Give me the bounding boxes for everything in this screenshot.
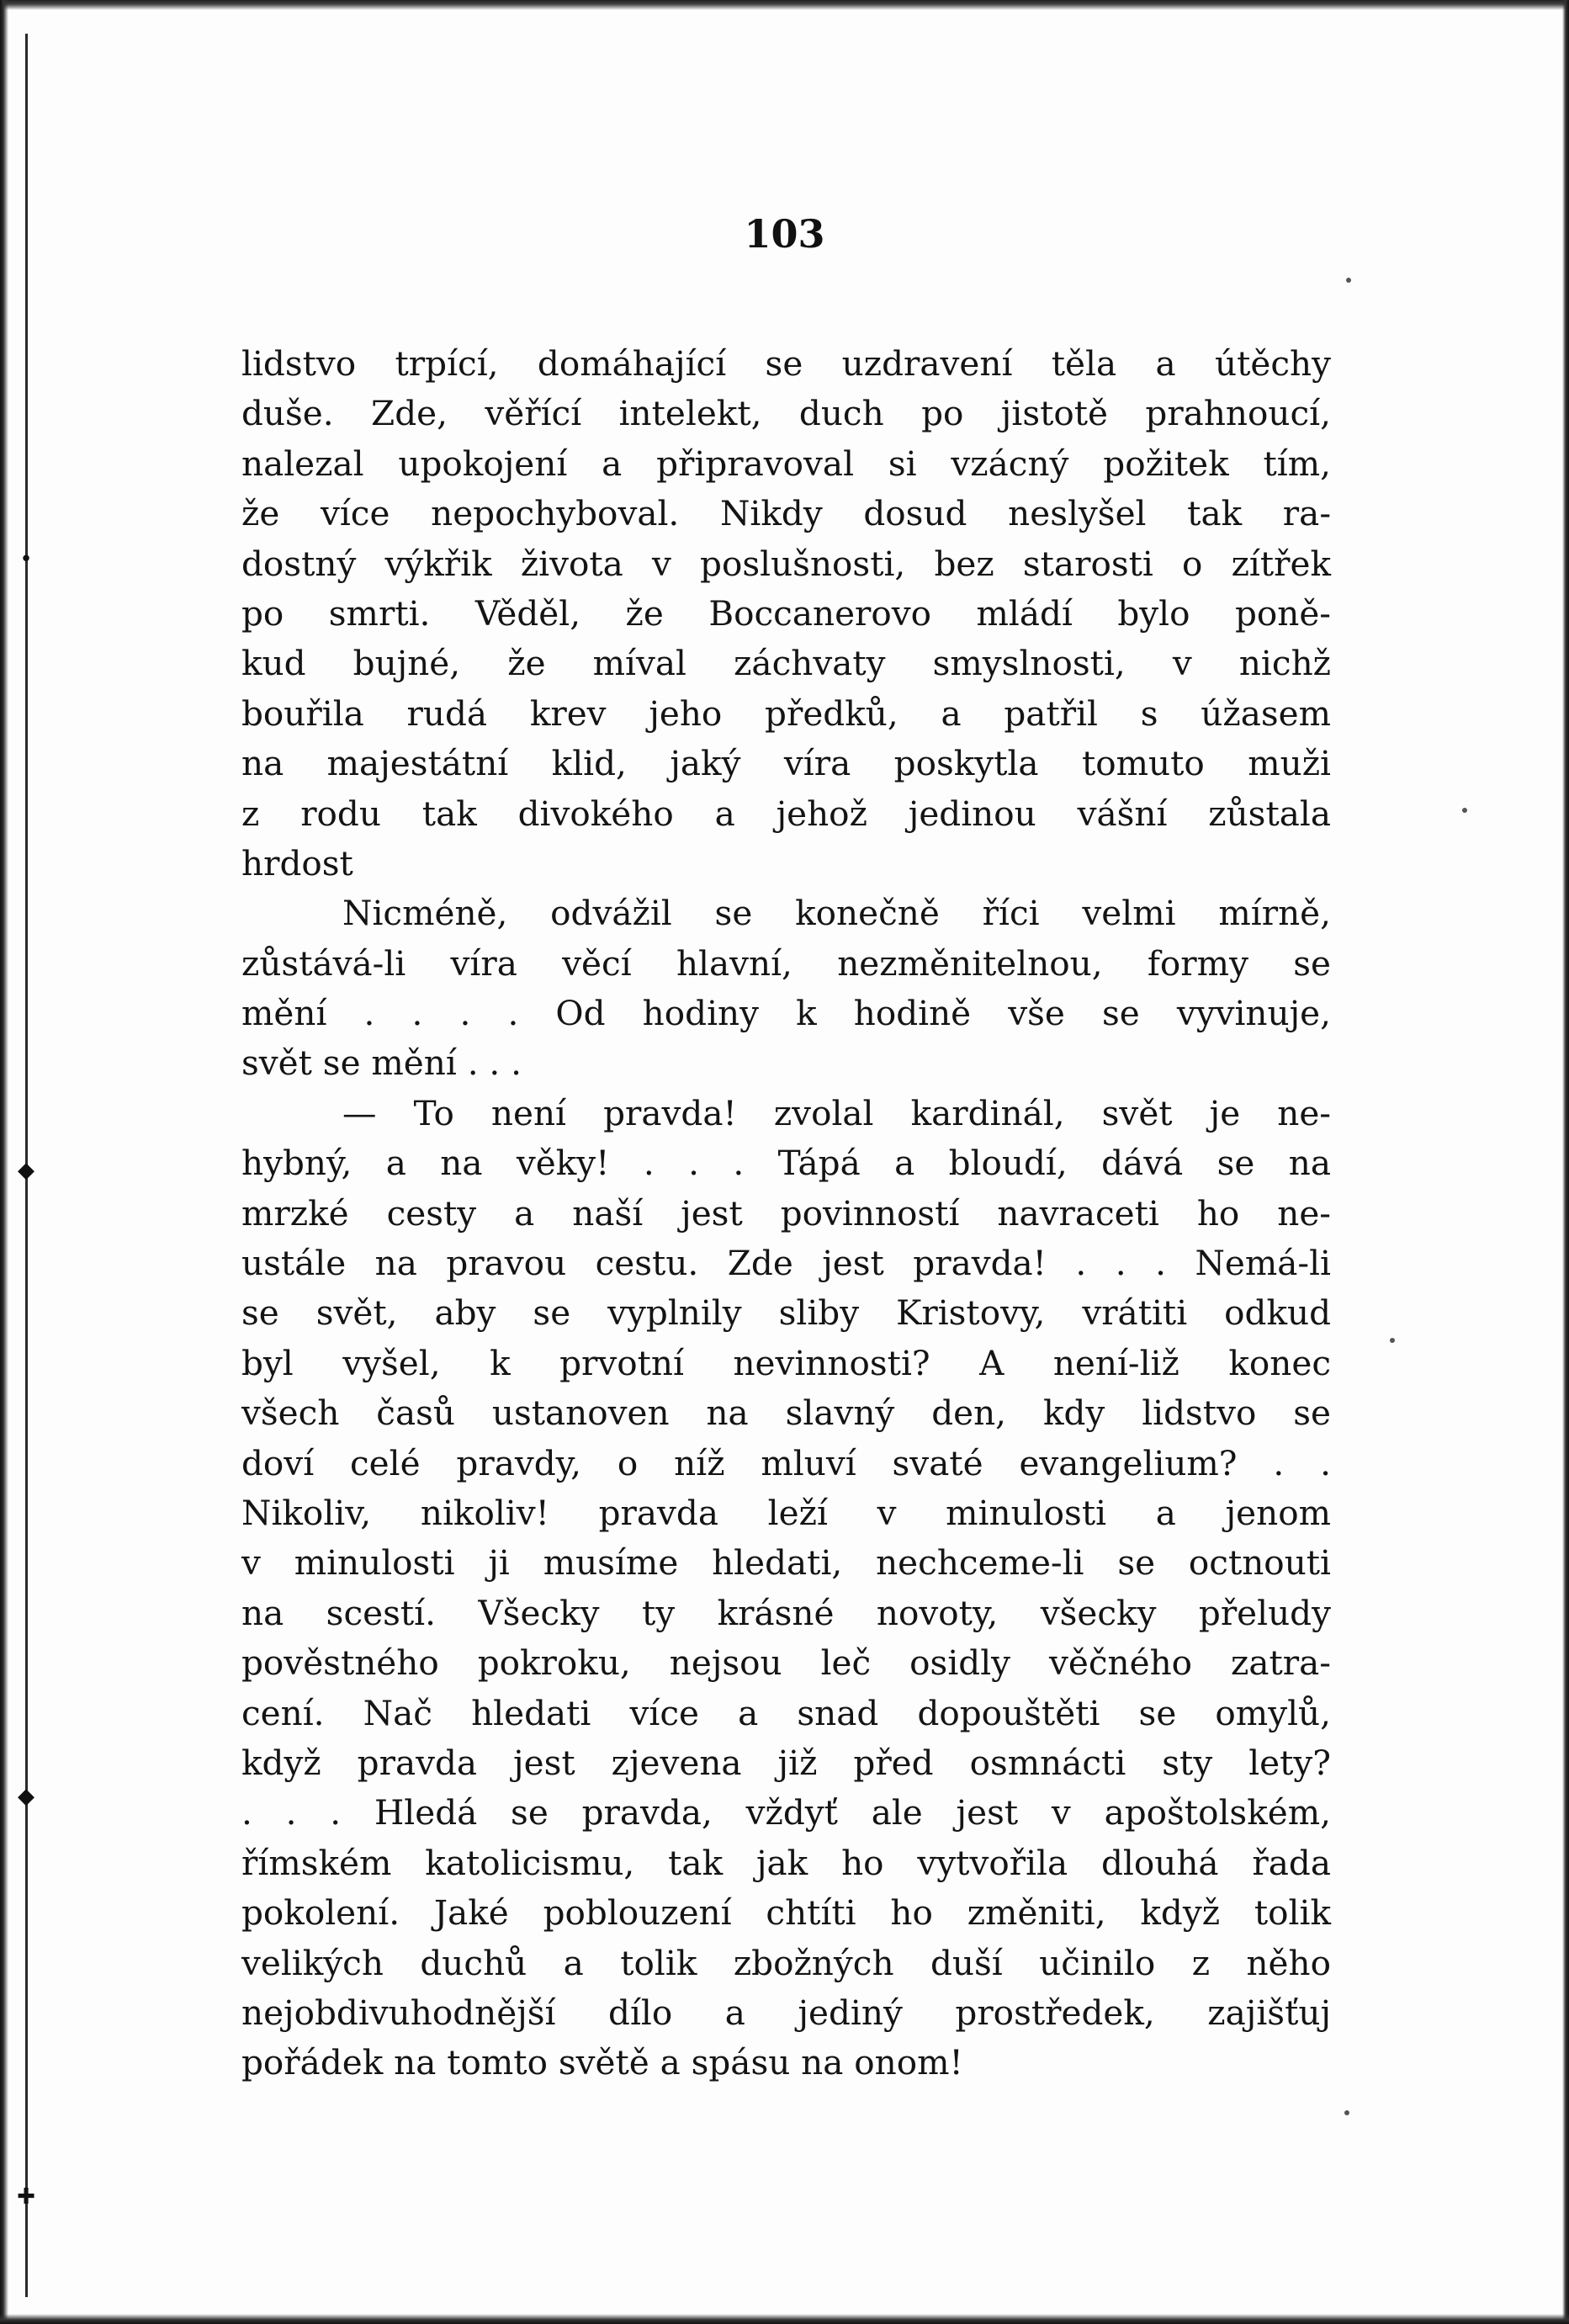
page-number: 103	[744, 211, 825, 257]
text-line: Nicméně, odvážil se konečně říci velmi mírně,	[342, 893, 1331, 934]
text-line: z rodu tak divokého a jehož jedinou vášní zůstala	[241, 793, 1331, 834]
scan-speck	[1344, 2110, 1349, 2115]
text-line: hybný, a na věky! . . . Tápá a bloudí, dává se na	[241, 1143, 1331, 1184]
scan-edge-left	[0, 0, 8, 2324]
body-text	[241, 339, 1331, 2088]
binding-mark: ✚	[17, 2184, 35, 2210]
scan-edge-right	[1562, 0, 1569, 2324]
binding-mark: ◆	[18, 1158, 34, 1183]
text-line: mění . . . . Od hodiny k hodině vše se vyvinuje,	[241, 993, 1331, 1034]
text-line: byl vyšel, k prvotní nevinnosti? A není-liž konec	[241, 1342, 1331, 1383]
text-line: cení. Nač hledati více a snad dopouštěti se omylů,	[241, 1692, 1331, 1733]
scan-edge-top	[0, 0, 1569, 10]
scan-speck	[1462, 808, 1467, 813]
scan-speck	[1346, 278, 1351, 283]
text-line: po smrti. Věděl, že Boccanerovo mládí bylo poně-	[241, 592, 1331, 634]
text-line: všech časů ustanoven na slavný den, kdy lidstvo se	[241, 1393, 1331, 1434]
text-line: — To není pravda! zvolal kardinál, svět je ne-	[342, 1092, 1331, 1133]
text-line: římském katolicismu, tak jak ho vytvořila dlouhá řada	[241, 1842, 1331, 1883]
text-line: zůstává-li víra věcí hlavní, nezměnitelnou, formy se	[241, 942, 1331, 984]
text-line: velikých duchů a tolik zbožných duší učinilo z něho	[241, 1942, 1331, 1983]
text-line: hrdost	[241, 842, 353, 883]
text-line: Nikoliv, nikoliv! pravda leží v minulosti a jenom	[241, 1492, 1331, 1533]
text-line: pověstného pokroku, nejsou leč osidly věčného zatra-	[241, 1642, 1331, 1684]
scan-speck	[1390, 1338, 1395, 1343]
binding-mark: •	[19, 547, 33, 572]
text-line: na majestátní klid, jaký víra poskytla tomuto muži	[241, 743, 1331, 784]
text-line: se svět, aby se vyplnily sliby Kristovy, vrátiti odkud	[241, 1292, 1331, 1334]
text-line: ustále na pravou cestu. Zde jest pravda! . . . Nemá-li	[241, 1243, 1331, 1284]
binding-mark: ◆	[18, 1784, 34, 1809]
text-line: v minulosti ji musíme hledati, nechceme-li se octnouti	[241, 1542, 1331, 1584]
text-line: mrzké cesty a naší jest povinností navraceti ho ne-	[241, 1192, 1331, 1234]
text-line: bouřila rudá krev jeho předků, a patřil s úžasem	[241, 692, 1331, 734]
text-line: na scestí. Všecky ty krásné novoty, všecky přeludy	[241, 1592, 1331, 1633]
text-line: když pravda jest zjevena již před osmnácti sty lety?	[241, 1742, 1331, 1783]
text-line: nalezal upokojení a připravoval si vzácný požitek tím,	[241, 443, 1331, 484]
text-line: doví celé pravdy, o níž mluví svaté evangelium? . .	[241, 1442, 1331, 1483]
text-line: že více nepochyboval. Nikdy dosud neslyšel tak ra-	[241, 493, 1331, 534]
scan-edge-bottom	[0, 2314, 1569, 2324]
text-line: nejobdivuhodnější dílo a jediný prostředek, zajišťuj	[241, 1992, 1331, 2033]
text-line: pořádek na tomto světě a spásu na onom!	[241, 2042, 963, 2083]
text-line: kud bujné, že míval záchvaty smyslnosti, v nichž	[241, 643, 1331, 684]
text-line: dostný výkřik života v poslušnosti, bez starosti o zítřek	[241, 543, 1331, 584]
text-line: pokolení. Jaké poblouzení chtíti ho změniti, když tolik	[241, 1892, 1331, 1934]
text-line: lidstvo trpící, domáhající se uzdravení těla a útěchy	[241, 343, 1331, 384]
text-line: svět se mění . . .	[241, 1043, 522, 1084]
text-line: duše. Zde, věřící intelekt, duch po jistotě prahnoucí,	[241, 393, 1331, 434]
text-line: . . . Hledá se pravda, vždyť ale jest v apoštolském,	[241, 1792, 1331, 1833]
